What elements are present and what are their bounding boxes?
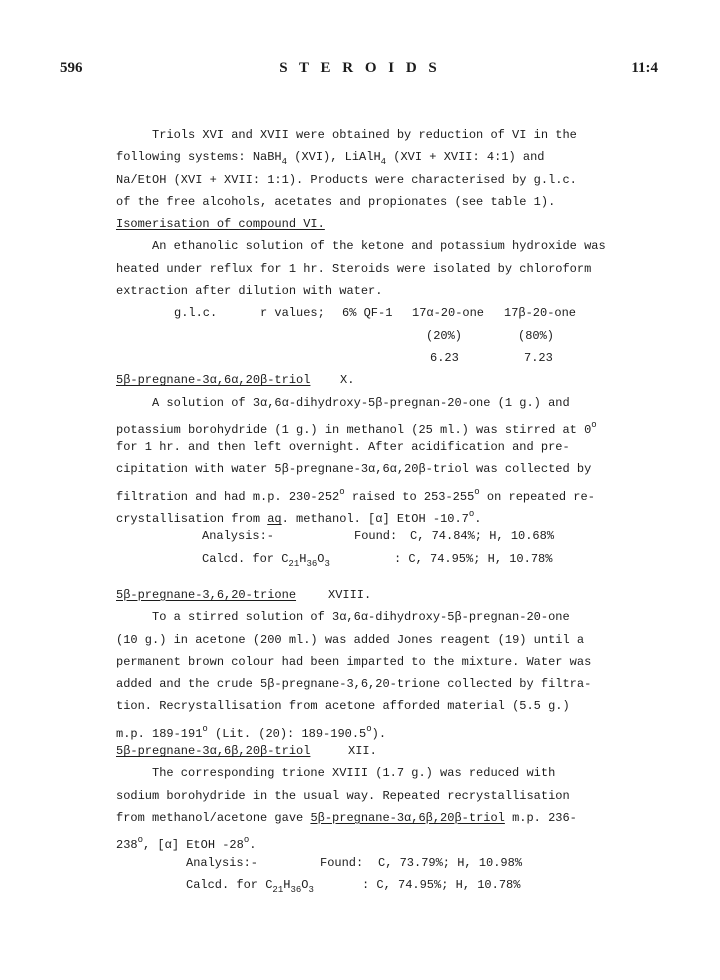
compound-label: XII. — [348, 744, 377, 759]
column-label: 6% QF-1 — [342, 306, 393, 321]
analysis-row — [116, 852, 616, 874]
isomer-17a-label: 17α-20-one — [412, 306, 485, 321]
text-run: 238 — [116, 838, 138, 853]
paragraph-line — [116, 146, 616, 168]
glc-label: g.l.c. — [174, 306, 218, 321]
r-values-label: r values; — [260, 306, 325, 321]
paragraph-line: cipitation with water 5β-pregnane-3α,6α,20β-triol was collected by — [116, 462, 592, 477]
glc-table-row — [116, 325, 616, 347]
subscript: 21 — [288, 558, 300, 569]
superscript: o — [339, 486, 345, 497]
analysis-label: Analysis:- — [186, 855, 259, 870]
text-run: aq — [267, 512, 282, 527]
paragraph-line — [116, 481, 616, 503]
paragraph-line: Triols XVI and XVII were obtained by reduction of VI in the — [152, 128, 577, 142]
subscript: 21 — [272, 884, 284, 895]
compound-label: X. — [340, 373, 355, 388]
analysis-row — [116, 525, 616, 547]
paragraph-line: tion. Recrystallisation from acetone afforded material (5.5 g.) — [116, 699, 570, 714]
superscript: o — [468, 509, 475, 520]
analysis-row — [116, 548, 616, 570]
found-values: C, 73.79%; H, 10.98% — [378, 855, 523, 870]
text-run: . — [474, 512, 482, 527]
text-run: filtration and had m.p. 230-252 — [116, 489, 340, 504]
text-run: from methanol/acetone gave — [116, 810, 311, 825]
paragraph-line: (10 g.) in acetone (200 ml.) was added Jones reagent (19) until a — [116, 632, 585, 647]
text-run: potassium borohydride (1 g.) in methanol (25 ml.) was stirred at 0 — [116, 422, 592, 437]
section-heading — [116, 213, 616, 235]
paragraph-line: To a stirred solution of 3α,6α-dihydroxy-5β-pregnan-20-one — [152, 610, 570, 625]
body-text — [116, 124, 616, 896]
paragraph-line: for 1 hr. and then left overnight. After acidification and pre- — [116, 440, 570, 455]
text-run: O — [317, 551, 325, 566]
section-heading — [116, 369, 616, 391]
text-run: (Lit. (20): 189-190.5 — [207, 726, 367, 741]
paragraph-line: extraction after dilution with water. — [116, 284, 383, 299]
paragraph-line: sodium borohydride in the usual way. Repeated recrystallisation — [116, 788, 570, 803]
text-run: . methanol. [α] EtOH -10.7 — [281, 512, 469, 527]
paragraph-line: Na/EtOH (XVI + XVII: 1:1). Products were characterised by g.l.c. — [116, 172, 577, 187]
paragraph-line — [116, 503, 616, 525]
isomer-17a-percent: (20%) — [426, 328, 463, 343]
text-run: m.p. 236- — [504, 810, 577, 825]
superscript: o — [474, 486, 480, 497]
text-run: (XVI), LiAlH — [287, 150, 381, 165]
heading-text: 5β-pregnane-3α,6α,20β-triol — [116, 373, 311, 388]
paragraph-line — [116, 718, 616, 740]
text-run: H — [299, 551, 307, 566]
calcd-label: Calcd. for C — [186, 877, 273, 892]
calcd-values: : C, 74.95%; H, 10.78% — [362, 877, 521, 892]
analysis-label: Analysis:- — [202, 529, 275, 544]
text-run: (XVI + XVII: 4:1) and — [386, 150, 545, 165]
compound-label: XVIII. — [328, 587, 372, 602]
isomer-17b-label: 17β-20-one — [504, 306, 577, 321]
paragraph-line: permanent brown colour had been imparted to the mixture. Water was — [116, 654, 592, 669]
calcd-values: : C, 74.95%; H, 10.78% — [394, 551, 553, 566]
text-run: 5β-pregnane-3α,6β,20β-triol — [310, 810, 505, 825]
superscript: o — [202, 723, 208, 734]
heading-text: 5β-pregnane-3,6,20-trione — [116, 587, 297, 602]
text-run: . — [249, 838, 257, 853]
paragraph-line: heated under reflux for 1 hr. Steroids were isolated by chloroform — [116, 261, 592, 276]
analysis-row — [116, 874, 616, 896]
text-run: crystallisation from — [116, 512, 268, 527]
text-run: following systems: NaBH — [116, 150, 282, 165]
glc-table-row — [116, 347, 616, 369]
text-run: on repeated re- — [479, 489, 595, 504]
paragraph-line — [116, 414, 616, 436]
subscript: 36 — [290, 884, 302, 895]
superscript: o — [137, 835, 144, 846]
heading-text: 5β-pregnane-3α,6β,20β-triol — [116, 744, 311, 759]
subscript: 36 — [306, 558, 318, 569]
found-label: Found: — [354, 529, 398, 544]
page-number: 596 — [60, 60, 83, 76]
heading-text: Isomerisation of compound VI. — [116, 217, 325, 232]
isomer-17b-percent: (80%) — [518, 328, 555, 343]
paragraph-line: The corresponding trione XVIII (1.7 g.) was reduced with — [152, 766, 556, 781]
paragraph-line: A solution of 3α,6α-dihydroxy-5β-pregnan-20-one (1 g.) and — [152, 395, 570, 410]
section-number: 11:4 — [631, 60, 658, 76]
section-heading — [116, 584, 616, 606]
text-run: ). — [371, 726, 387, 741]
paragraph-line: added and the crude 5β-pregnane-3,6,20-trione collected by filtra- — [116, 677, 592, 692]
superscript: o — [243, 835, 250, 846]
paragraph-line — [116, 829, 616, 851]
found-values: C, 74.84%; H, 10.68% — [410, 529, 555, 544]
superscript: o — [591, 419, 597, 430]
paragraph-line — [116, 807, 616, 829]
text-run: raised to 253-255 — [344, 489, 475, 504]
spacer — [116, 570, 616, 584]
paragraph-line: An ethanolic solution of the ketone and potassium hydroxide was — [152, 239, 606, 254]
section-heading — [116, 740, 616, 762]
isomer-17a-r-value: 6.23 — [430, 350, 459, 365]
subscript: 3 — [308, 884, 314, 895]
text-run: , [α] EtOH -28 — [143, 838, 244, 853]
subscript: 3 — [324, 558, 330, 569]
paragraph-line: of the free alcohols, acetates and propionates (see table 1). — [116, 194, 556, 209]
superscript: o — [366, 723, 372, 734]
text-run: H — [283, 877, 291, 892]
found-label: Found: — [320, 855, 364, 870]
subscript: 4 — [380, 157, 387, 168]
subscript: 4 — [281, 157, 288, 168]
calcd-label: Calcd. for C — [202, 551, 289, 566]
isomer-17b-r-value: 7.23 — [524, 350, 553, 365]
running-title: S T E R O I D S — [279, 60, 441, 76]
text-run: O — [301, 877, 309, 892]
text-run: m.p. 189-191 — [116, 726, 203, 741]
glc-table-row — [116, 302, 616, 324]
